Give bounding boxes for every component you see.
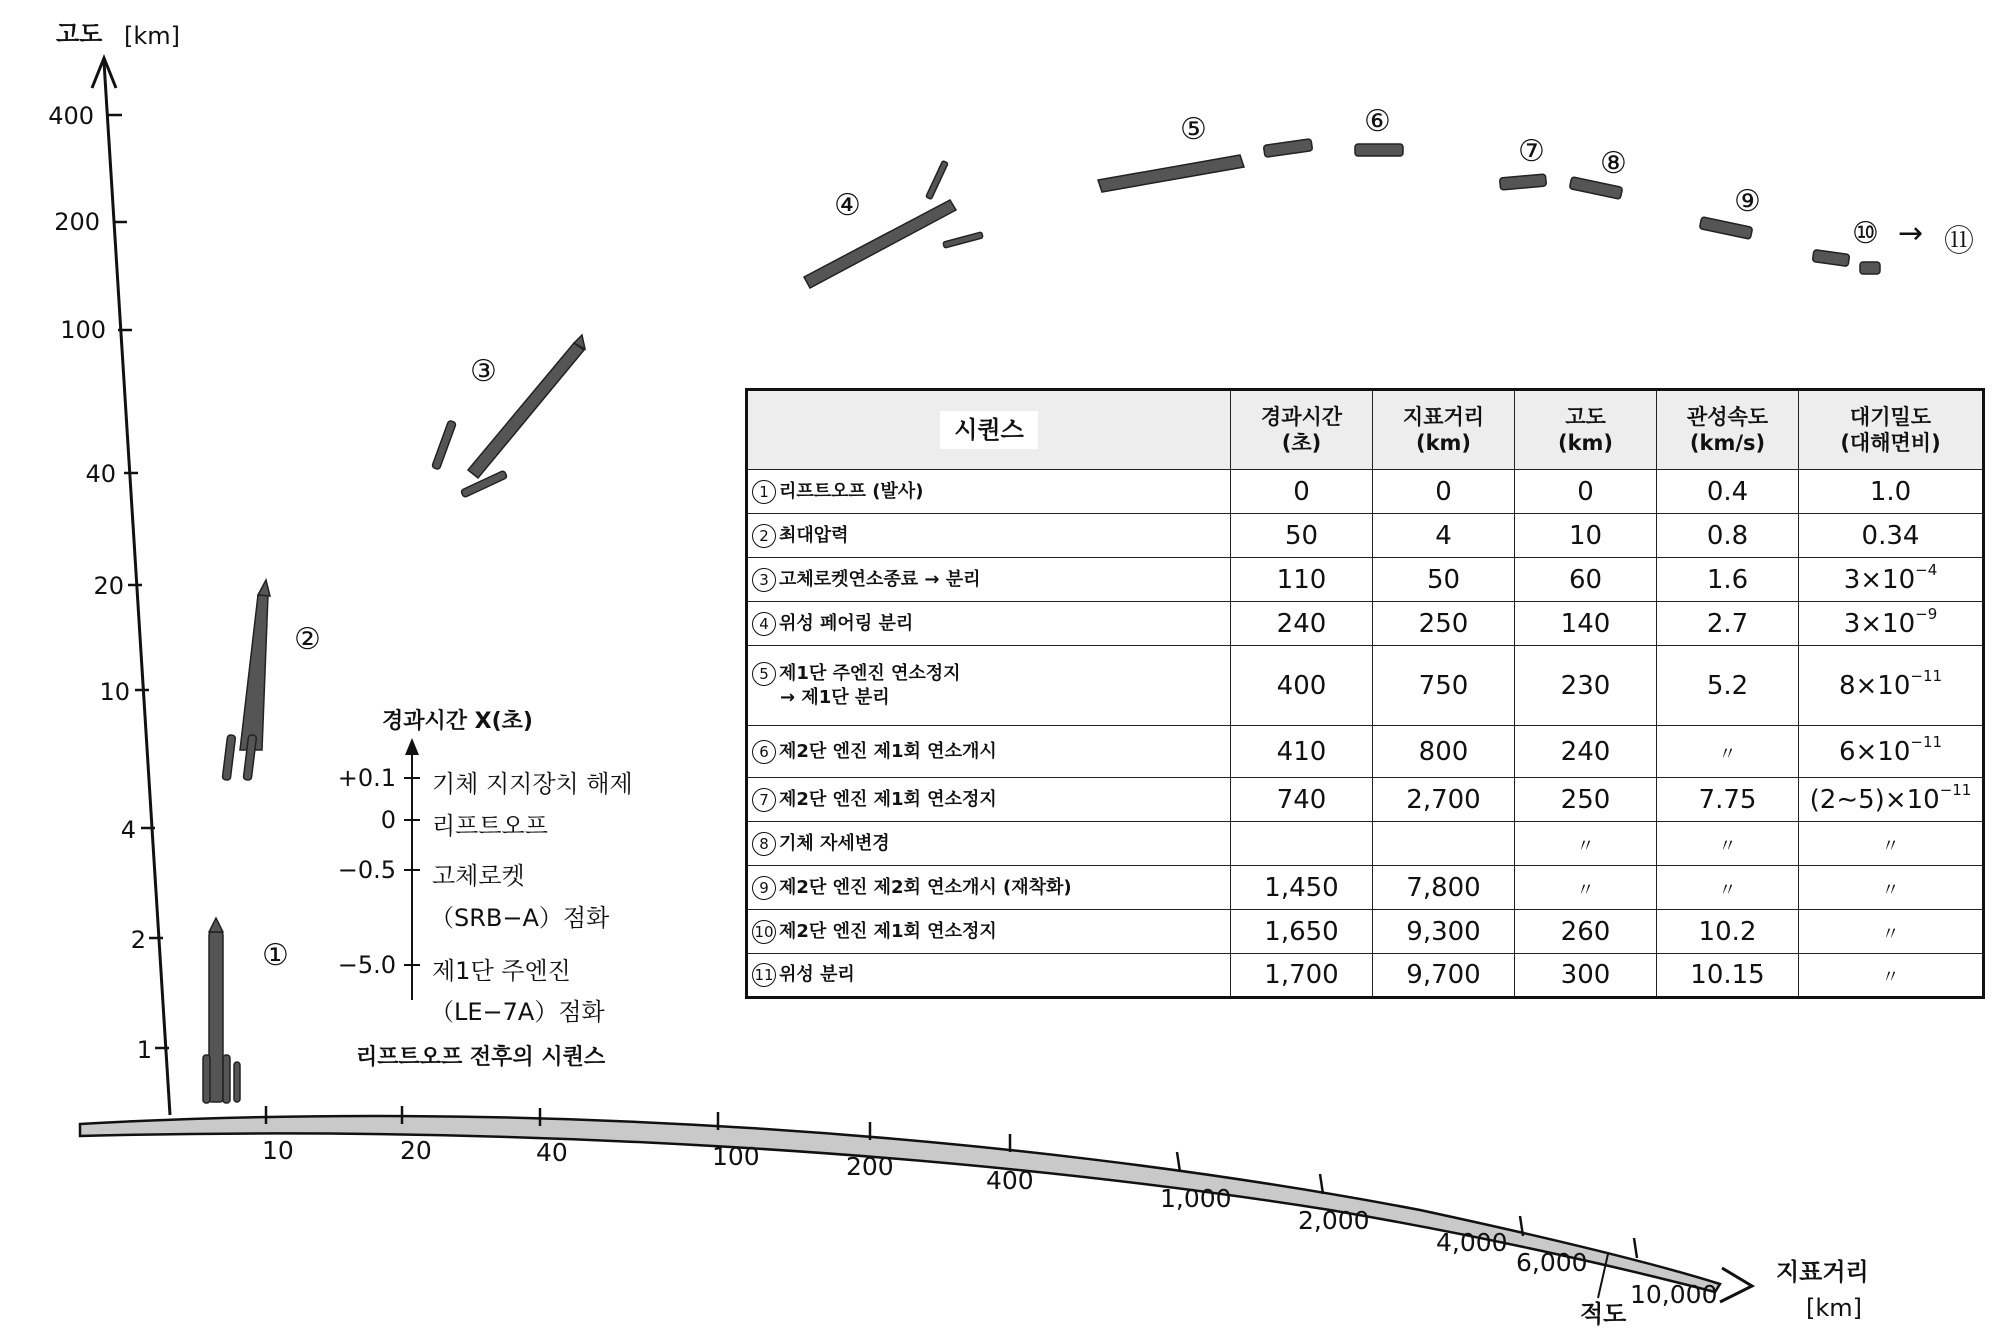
distance-tick-label: 6,000 [1516,1248,1588,1277]
density-cell: $(2\sim 5)\times 10^{-11}$ [1799,778,1984,822]
altitude-cell: 230 [1515,646,1657,726]
stage-marker-6: ⑥ [1364,104,1391,139]
velocity-cell: 〃 [1657,866,1799,910]
distance-tick-label: 100 [712,1142,760,1171]
stage-marker-11: ⑪ [1944,224,1974,259]
event-cell [747,822,1231,866]
sequence-value: −5.0 [337,951,396,979]
altitude-tick-label: 20 [93,572,124,600]
header-elapsed-time: 경과시간 (초) [1231,390,1373,470]
event-text: 최대압력 [779,524,849,546]
table-body [747,470,1984,998]
time-cell: 400 [1231,646,1373,726]
stage-marker-3: ③ [470,354,497,389]
altitude-tick-label: 40 [85,460,116,488]
event-text: 제2단 엔진 제1회 연소정지 [779,788,997,810]
time-cell: 50 [1231,514,1373,558]
distance-tick-label: 400 [986,1166,1034,1195]
distance-cell: 250 [1373,602,1515,646]
altitude-cell: 260 [1515,910,1657,954]
event-text: 위성 분리 [779,964,855,985]
row-number: 6 [752,740,776,764]
sequence-value: 0 [380,806,396,834]
event-text: 제2단 엔진 제1회 연소정지 [779,920,997,942]
table-row [747,910,1984,954]
sequence-value: −0.5 [337,856,396,884]
distance-cell: 0 [1373,470,1515,514]
event-text: 고체로켓연소종료 → 분리 [779,568,981,590]
stage-arrow: → [1898,216,1924,251]
sequence-event: 제1단 주엔진 [432,957,571,985]
density-exponent: −11 [1939,780,1972,799]
header-altitude: 고도 (km) [1515,390,1657,470]
table-row [747,646,1984,726]
event-text: 기체 자세변경 [779,832,890,854]
event-cell [747,910,1231,954]
time-cell: 410 [1231,726,1373,778]
time-cell: 1,450 [1231,866,1373,910]
density-cell: 〃 [1799,866,1984,910]
velocity-cell: 〃 [1657,822,1799,866]
table-row [747,602,1984,646]
altitude-cell: 0 [1515,470,1657,514]
density-cell: $8\times 10^{-11}$ [1799,646,1984,726]
altitude-tick-label: 4 [120,816,136,844]
altitude-cell: 300 [1515,954,1657,998]
table-row [747,822,1984,866]
row-number: 11 [752,963,776,987]
rocket-fairing-separation [804,161,983,288]
time-cell [1231,822,1373,866]
table-header-row [747,390,1984,470]
table-row [747,514,1984,558]
table-row [747,470,1984,514]
event-text: 리프트오프 (발사) [779,480,924,502]
distance-tick-label: 20 [400,1136,432,1165]
event-text: 제2단 엔진 제2회 연소개시 (재착화) [779,876,1072,898]
distance-cell: 800 [1373,726,1515,778]
stage-marker-5: ⑤ [1180,112,1207,147]
header-ground-distance: 지표거리 (km) [1373,390,1515,470]
event-text: 제1단 주엔진 연소정지 [779,662,961,684]
stage-marker-2: ② [294,622,321,657]
altitude-tick-label: 100 [60,316,106,344]
second-stage-cutoff-craft [1500,174,1547,190]
distance-tick-label: 10 [262,1136,294,1165]
velocity-cell: 7.75 [1657,778,1799,822]
velocity-cell: 〃 [1657,726,1799,778]
distance-cell: 7,800 [1373,866,1515,910]
row-number: 1 [752,480,776,504]
reignition-craft [1699,217,1752,240]
table-row [747,726,1984,778]
row-number: 3 [752,568,776,592]
velocity-cell: 2.7 [1657,602,1799,646]
density-cell: $6\times 10^{-11}$ [1799,726,1984,778]
altitude-tick-label: 2 [130,926,146,954]
altitude-cell: 〃 [1515,866,1657,910]
density-cell: 〃 [1799,910,1984,954]
sequence-event: 기체 지지장치 해제 [432,770,633,798]
row-number: 5 [752,662,776,686]
rocket-max-pressure [222,580,270,780]
velocity-cell: 0.8 [1657,514,1799,558]
distance-tick-label: 1,000 [1160,1184,1232,1213]
distance-cell: 750 [1373,646,1515,726]
satellite-separation-craft [1812,250,1880,274]
time-cell: 240 [1231,602,1373,646]
event-cell [747,778,1231,822]
altitude-tick-label: 1 [136,1036,152,1064]
distance-cell: 9,700 [1373,954,1515,998]
velocity-cell: 0.4 [1657,470,1799,514]
distance-tick-label: 4,000 [1436,1228,1508,1257]
sequence-event: （SRB−A）점화 [430,904,610,932]
sequence-event: 고체로켓 [432,862,525,890]
sequence-axis-label: 경과시간 X(초) [382,709,533,734]
distance-axis-unit: [km] [1806,1294,1863,1322]
altitude-cell: 250 [1515,778,1657,822]
header-sequence: 시퀀스 [747,390,1231,470]
velocity-cell: 10.2 [1657,910,1799,954]
table-row [747,778,1984,822]
time-cell: 1,700 [1231,954,1373,998]
altitude-cell: 240 [1515,726,1657,778]
density-exponent: −11 [1910,732,1943,751]
earth-surface [80,1116,1720,1292]
altitude-cell: 〃 [1515,822,1657,866]
altitude-cell: 10 [1515,514,1657,558]
event-cell [747,646,1231,726]
row-number: 8 [752,832,776,856]
event-text: 제2단 엔진 제1회 연소개시 [779,740,997,762]
event-text-cont: → 제1단 분리 [780,686,890,708]
row-number: 2 [752,524,776,548]
distance-axis-title: 지표거리 [1776,1258,1869,1286]
row-number: 9 [752,876,776,900]
altitude-cell: 60 [1515,558,1657,602]
density-cell: $3\times 10^{-4}$ [1799,558,1984,602]
table-row [747,558,1984,602]
stage-marker-4: ④ [834,188,861,223]
distance-cell: 50 [1373,558,1515,602]
sequence-event: （LE−7A）점화 [430,998,605,1026]
stage-marker-9: ⑨ [1734,184,1761,219]
table-row [747,866,1984,910]
density-cell: 〃 [1799,954,1984,998]
header-inertial-velocity: 관성속도 (km/s) [1657,390,1799,470]
density-cell: 〃 [1799,822,1984,866]
stage-marker-7: ⑦ [1518,134,1545,169]
distance-cell [1373,822,1515,866]
stage-marker-10: ⑩ [1852,216,1879,251]
table-row [747,954,1984,998]
density-exponent: −11 [1910,666,1943,685]
event-cell [747,602,1231,646]
event-cell [747,954,1231,998]
event-cell [747,558,1231,602]
density-cell: $3\times 10^{-9}$ [1799,602,1984,646]
time-cell: 740 [1231,778,1373,822]
sequence-table [745,388,1985,999]
sequence-event: 리프트오프 [432,812,548,840]
stage-marker-1: ① [262,938,289,973]
stage-marker-8: ⑧ [1600,146,1627,181]
velocity-cell: 10.15 [1657,954,1799,998]
density-exponent: −4 [1915,560,1938,579]
event-text: 위성 페어링 분리 [779,612,914,634]
time-cell: 1,650 [1231,910,1373,954]
sequence-axis-arrow [405,738,419,755]
rocket-liftoff [203,918,240,1103]
event-cell [747,514,1231,558]
altitude-tick-label: 400 [48,102,94,130]
altitude-tick-label: 10 [99,678,130,706]
distance-cell: 4 [1373,514,1515,558]
distance-tick-label: 2,000 [1298,1206,1370,1235]
rocket-srb-separation [432,335,585,498]
sequence-caption: 리프트오프 전후의 시퀀스 [356,1045,606,1070]
distance-tick-label: 200 [846,1152,894,1181]
distance-tick-label: 40 [536,1138,568,1167]
density-exponent: −9 [1915,604,1938,623]
header-air-density: 대기밀도 (대해면비) [1799,390,1984,470]
altitude-cell: 140 [1515,602,1657,646]
row-number: 7 [752,788,776,812]
altitude-axis-unit: [km] [124,22,181,50]
distance-cell: 2,700 [1373,778,1515,822]
row-number: 10 [752,920,776,944]
altitude-axis-title: 고도 [56,20,103,48]
second-stage-ignition-craft [1355,144,1403,156]
altitude-tick-label: 200 [54,208,100,236]
sequence-value: +0.1 [337,764,396,792]
event-cell [747,866,1231,910]
distance-tick-label: 10,000 [1630,1280,1718,1309]
velocity-cell: 5.2 [1657,646,1799,726]
density-cell: 1.0 [1799,470,1984,514]
time-cell: 110 [1231,558,1373,602]
row-number: 4 [752,612,776,636]
time-cell: 0 [1231,470,1373,514]
event-cell [747,726,1231,778]
distance-cell: 9,300 [1373,910,1515,954]
velocity-cell: 1.6 [1657,558,1799,602]
equator-label: 적도 [1580,1300,1627,1328]
event-cell [747,470,1231,514]
density-cell: 0.34 [1799,514,1984,558]
distance-axis-arrow [1720,1268,1752,1302]
